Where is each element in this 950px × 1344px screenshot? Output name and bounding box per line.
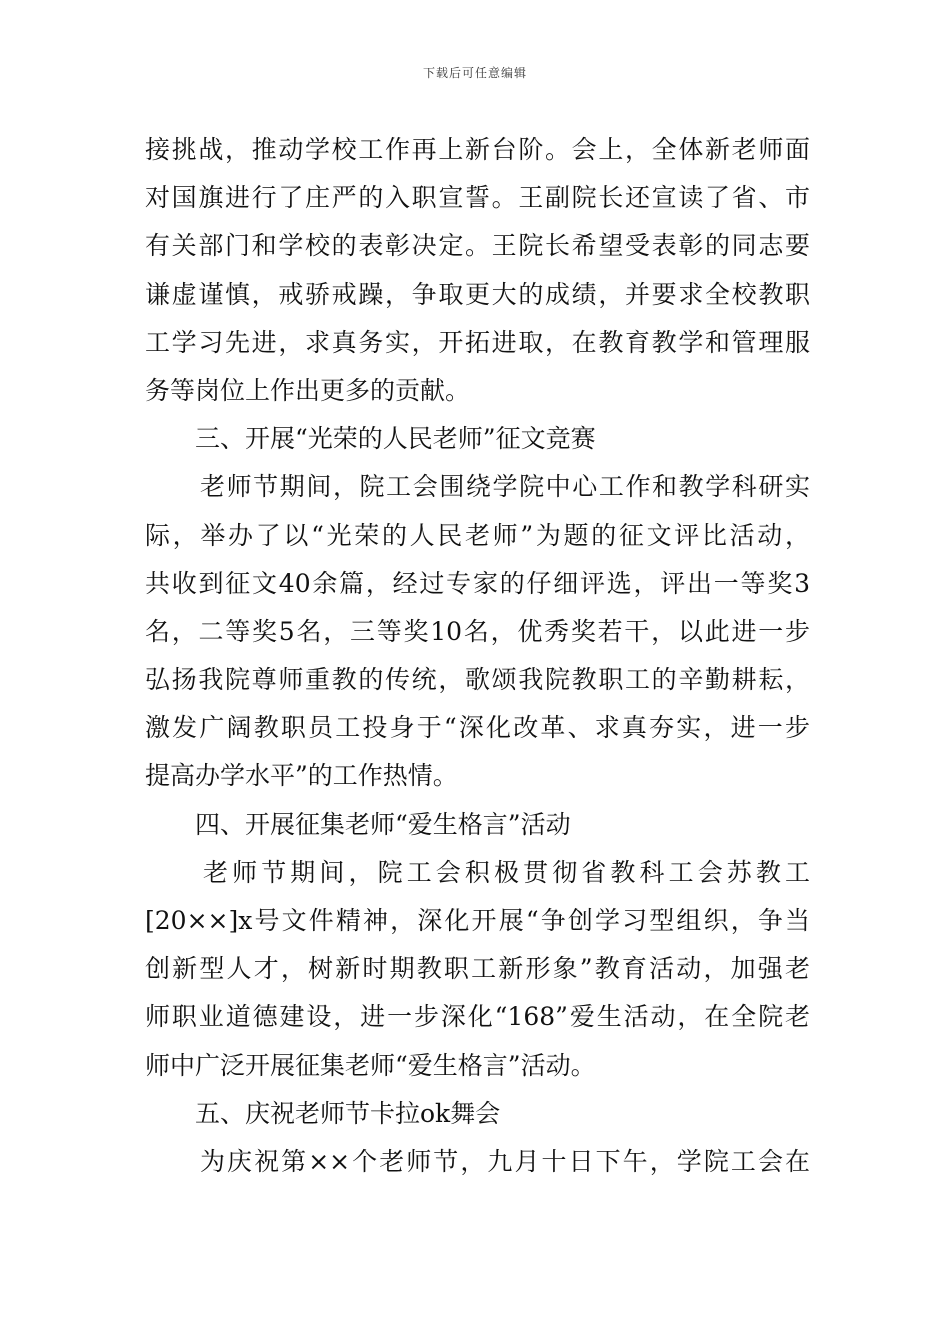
text-line-6: 务等岗位上作出更多的贡献。 [145, 375, 471, 405]
text-line-12: 弘扬我院尊师重教的传统，歌颂我院教职工的辛勤耕耘， [145, 665, 810, 695]
text-line-11: 名，二等奖5名，三等奖10名，优秀奖若干，以此进一步 [145, 616, 810, 646]
text-line-5: 工学习先进，求真务实，开拓进取，在教育教学和管理服 [145, 327, 810, 357]
section-heading-5: 五、庆祝老师节卡拉ok舞会 [195, 1098, 501, 1128]
text-line-4: 谦虚谨慎，戒骄戒躁，争取更大的成绩，并要求全校教职 [145, 279, 810, 309]
text-line-19: 师职业道德建设，进一步深化“168”爱生活动，在全院老 [145, 1002, 810, 1032]
page-header: 下载后可任意编辑 [422, 66, 527, 80]
text-line-20: 师中广泛开展征集老师“爱生格言”活动。 [145, 1050, 596, 1080]
text-line-13: 激发广阔教职员工投身于“深化改革、求真夯实，进一步 [145, 713, 810, 743]
text-line-3: 有关部门和学校的表彰决定。王院长希望受表彰的同志要 [145, 231, 810, 261]
text-line-16: 老师节期间，院工会积极贯彻省教科工会苏教工 [203, 857, 810, 887]
text-line-2: 对国旗进行了庄严的入职宣誓。王副院长还宣读了省、市 [145, 183, 810, 213]
text-line-10: 共收到征文40余篇，经过专家的仔细评选，评出一等奖3 [145, 568, 810, 598]
document-body [145, 126, 810, 1186]
text-line-18: 创新型人才，树新时期教职工新形象”教育活动，加强老 [145, 954, 810, 984]
text-line-17: [20××]x号文件精神，深化开展“争创学习型组织，争当 [145, 906, 810, 935]
text-line-8: 老师节期间，院工会围绕学院中心工作和教学科研实 [200, 472, 810, 502]
text-line-22: 为庆祝第××个老师节，九月十日下午，学院工会在 [200, 1146, 810, 1176]
text-line-1: 接挑战，推动学校工作再上新台阶。会上，全体新老师面 [145, 135, 810, 164]
section-heading-4: 四、开展征集老师“爱生格言”活动 [195, 809, 571, 839]
section-heading-3: 三、开展“光荣的人民老师”征文竞赛 [195, 424, 596, 454]
text-line-9: 际，举办了以“光荣的人民老师”为题的征文评比活动， [145, 520, 810, 550]
text-line-14: 提高办学水平”的工作热情。 [145, 761, 458, 791]
